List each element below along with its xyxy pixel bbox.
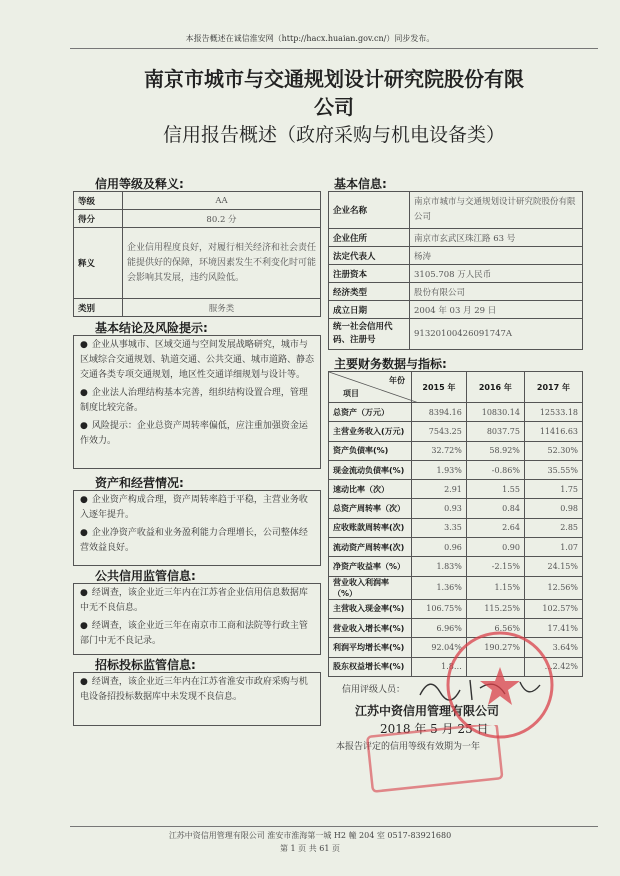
definition-label: 释义	[74, 228, 123, 299]
footer-divider	[70, 826, 598, 827]
capital-value: 3105.708 万人民币	[410, 265, 583, 283]
bullet-icon: ●	[80, 528, 88, 538]
credit-code-value: 91320100426091747A	[410, 319, 583, 350]
cell: 1.15%	[466, 576, 524, 599]
table-row	[329, 319, 583, 350]
row-label: 资产负债率(%)	[329, 441, 412, 460]
row-label: 营业收入利润率（%）	[329, 576, 412, 599]
cell: 0.96	[412, 538, 467, 557]
issue-date: 2018 年 5 月 25 日	[380, 722, 489, 736]
corner-cell	[329, 372, 412, 403]
cell: 2.85	[524, 518, 582, 537]
table-row	[329, 480, 583, 499]
row-label: 总资产（万元）	[329, 403, 412, 422]
bullet-icon: ●	[80, 588, 88, 598]
table-row	[329, 265, 583, 283]
score-label: 得分	[74, 210, 123, 228]
list-item: ● 企业从事城市、区域交通与空间发展战略研究，城市与区域综合交通规划、轨道交通、公共交通、城市道路、静态交通各类专项交通规划，地区性交通详细规划与设计等。	[80, 340, 315, 380]
cell: 2.91	[412, 480, 467, 499]
company-name-label: 企业名称	[329, 192, 410, 229]
table-row	[329, 460, 583, 479]
row-label: 营业收入增长率(%)	[329, 618, 412, 637]
table-row	[74, 192, 321, 210]
row-label: 净资产收益率（%）	[329, 557, 412, 576]
company-name-value: 南京市城市与交通规划设计研究院股份有限公司	[410, 192, 583, 229]
category-value: 服务类	[123, 299, 321, 317]
conclusion-heading: 基本结论及风险提示:	[95, 321, 208, 335]
cell: 0.84	[466, 499, 524, 518]
cell: …2.42%	[524, 657, 582, 676]
bullet-icon: ●	[80, 621, 88, 631]
row-label: 现金流动负债率(%)	[329, 460, 412, 479]
bidding-box	[73, 672, 321, 726]
bullet-icon: ●	[80, 495, 88, 505]
issuer-company: 江苏中资信用管理有限公司	[355, 704, 500, 718]
table-row	[329, 599, 583, 618]
bullet-icon: ●	[80, 388, 88, 398]
address-value: 南京市玄武区珠江路 63 号	[410, 229, 583, 247]
row-label: 应收账款周转率(次)	[329, 518, 412, 537]
row-label: 利润平均增长率(%)	[329, 638, 412, 657]
table-row	[329, 557, 583, 576]
founded-value: 2004 年 03 月 29 日	[410, 301, 583, 319]
header-divider	[70, 48, 598, 49]
cell: 6.96%	[412, 618, 467, 637]
cell: 52.30%	[524, 441, 582, 460]
table-row	[74, 210, 321, 228]
rating-heading: 信用等级及释义:	[95, 177, 184, 191]
cell: 1.36%	[412, 576, 467, 599]
publication-notice: 本报告概述在诚信淮安网（http://hacx.huaian.gov.cn/）同步发布。	[185, 34, 435, 43]
table-row	[329, 192, 583, 229]
assets-box	[73, 490, 321, 566]
report-title-line2: 公司	[314, 95, 354, 119]
cell: 3.64%	[524, 638, 582, 657]
list-item: ● 经调查，该企业近三年内在江苏省淮安市政府采购与机电设备招投标数据库中未发现不良信息。	[80, 677, 308, 702]
table-row	[74, 299, 321, 317]
table-row	[329, 576, 583, 599]
cell: 2.64	[466, 518, 524, 537]
cell: 115.25%	[466, 599, 524, 618]
cell: 32.72%	[412, 441, 467, 460]
rating-seal-icon	[365, 725, 505, 795]
assets-heading: 资产和经营情况:	[95, 476, 184, 490]
cell: 12.56%	[524, 576, 582, 599]
list-item: ● 企业净资产收益和业务盈利能力合理增长，公司整体经营效益良好。	[80, 528, 308, 553]
cell: 6.56%	[466, 618, 524, 637]
row-label: 速动比率（次）	[329, 480, 412, 499]
cell: 1.8…	[412, 657, 467, 676]
footer-contact: 江苏中资信用管理有限公司 淮安市淮海第一城 H2 幢 204 室 0517-83921680	[168, 831, 452, 840]
table-row	[329, 283, 583, 301]
cell: 12533.18	[524, 403, 582, 422]
list-item: ● 企业法人治理结构基本完善，组织结构设置合理，管理制度比较完备。	[80, 388, 308, 413]
supervision-heading: 公共信用监管信息:	[95, 569, 196, 583]
address-label: 企业住所	[329, 229, 410, 247]
cell: 0.90	[466, 538, 524, 557]
bullet-icon: ●	[80, 677, 88, 687]
bullet-icon: ●	[80, 421, 88, 431]
conclusion-box	[73, 335, 321, 469]
report-title-line1: 南京市城市与交通规划设计研究院股份有限	[144, 67, 524, 91]
bullet-icon: ●	[80, 340, 88, 350]
cell: 35.55%	[524, 460, 582, 479]
year-header: 2016 年	[466, 372, 524, 403]
category-label: 类别	[74, 299, 123, 317]
cell: 0.98	[524, 499, 582, 518]
table-row	[329, 518, 583, 537]
rating-table	[73, 191, 321, 317]
report-title-line3: 信用报告概述（政府采购与机电设备类）	[162, 124, 505, 146]
cell: 10830.14	[466, 403, 524, 422]
evaluator-label: 信用评级人员：	[342, 685, 406, 695]
list-item: ● 经调查，该企业近三年内在江苏省企业信用信息数据库中无不良信息。	[80, 588, 308, 613]
cell: 58.92%	[466, 441, 524, 460]
cell: 1.93%	[412, 460, 467, 479]
cell: 3.35	[412, 518, 467, 537]
table-row	[329, 229, 583, 247]
corner-item-label: 项目	[343, 389, 359, 398]
validity-note: 本报告评定的信用等级有效期为一年	[336, 742, 481, 752]
capital-label: 注册资本	[329, 265, 410, 283]
row-label: 主营收入现金率(%)	[329, 599, 412, 618]
cell: 0.93	[412, 499, 467, 518]
supervision-box	[73, 583, 321, 655]
cell: 1.55	[466, 480, 524, 499]
cell: -0.86%	[466, 460, 524, 479]
finance-heading: 主要财务数据与指标:	[334, 357, 447, 371]
econ-type-value: 股份有限公司	[410, 283, 583, 301]
cell: 8037.75	[466, 422, 524, 441]
row-label: 总资产周转率（次）	[329, 499, 412, 518]
bidding-heading: 招标投标监管信息:	[95, 658, 196, 672]
table-row	[329, 247, 583, 265]
corner-year-label: 年份	[389, 376, 405, 385]
cell: 8394.16	[412, 403, 467, 422]
cell: 92.04%	[412, 638, 467, 657]
cell: 190.27%	[466, 638, 524, 657]
rating-label: 等级	[74, 192, 123, 210]
credit-code-label: 统一社会信用代码、注册号	[329, 319, 410, 350]
list-item: ● 风险提示：企业总资产周转率偏低，应注重加强资金运作效力。	[80, 421, 308, 446]
definition-value: 企业信用程度良好，对履行相关经济和社会责任能提供好的保障，环境因素发生不利变化时可能会影响其发展，违约风险低。	[123, 228, 321, 299]
cell: 102.57%	[524, 599, 582, 618]
table-row	[329, 422, 583, 441]
list-item: ● 企业资产构成合理，资产周转率趋于平稳，主营业务收入逐年提升。	[80, 495, 308, 520]
cell: 1.07	[524, 538, 582, 557]
cell: 106.75%	[412, 599, 467, 618]
page-number: 第 1 页 共 61 页	[280, 844, 340, 853]
cell: 24.15%	[524, 557, 582, 576]
cell: 1.83%	[412, 557, 467, 576]
econ-type-label: 经济类型	[329, 283, 410, 301]
score-value: 80.2 分	[123, 210, 321, 228]
table-row	[329, 499, 583, 518]
table-row	[74, 228, 321, 299]
basic-info-table	[328, 191, 583, 350]
year-header: 2015 年	[412, 372, 467, 403]
rating-value: AA	[123, 192, 321, 210]
table-header-row	[329, 372, 583, 403]
legal-rep-value: 杨涛	[410, 247, 583, 265]
cell: 1.75	[524, 480, 582, 499]
table-row	[329, 441, 583, 460]
cell: 11416.63	[524, 422, 582, 441]
table-row	[329, 301, 583, 319]
row-label: 主营业务收入(万元)	[329, 422, 412, 441]
list-item: ● 经调查，该企业近三年在南京市工商和法院等行政主管部门中无不良记录。	[80, 621, 308, 646]
table-row	[329, 403, 583, 422]
row-label: 流动资产周转率(次)	[329, 538, 412, 557]
cell: 7543.25	[412, 422, 467, 441]
founded-label: 成立日期	[329, 301, 410, 319]
cell: 17.41%	[524, 618, 582, 637]
basic-info-heading: 基本信息:	[334, 177, 387, 191]
year-header: 2017 年	[524, 372, 582, 403]
row-label: 股东权益增长率(%)	[329, 657, 412, 676]
table-row	[329, 538, 583, 557]
legal-rep-label: 法定代表人	[329, 247, 410, 265]
cell: -2.15%	[466, 557, 524, 576]
